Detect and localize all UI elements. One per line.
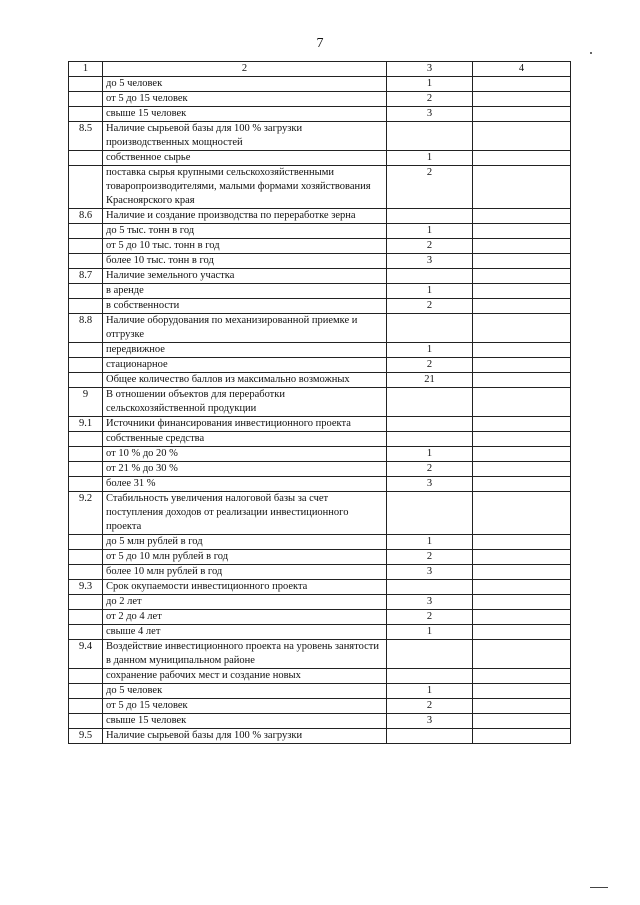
row-extra [473, 299, 571, 314]
row-score [387, 492, 473, 535]
row-number [69, 77, 103, 92]
table-row [69, 77, 571, 92]
row-number [69, 625, 103, 640]
row-score: 1 [387, 447, 473, 462]
row-score: 2 [387, 299, 473, 314]
table-row [69, 107, 571, 122]
row-score: 21 [387, 373, 473, 388]
row-score [387, 640, 473, 669]
scan-mark [590, 52, 592, 54]
row-criterion: Наличие сырьевой базы для 100 % загрузки производственных мощностей [103, 122, 387, 151]
row-number [69, 610, 103, 625]
table-row [69, 580, 571, 595]
row-extra [473, 492, 571, 535]
table-row [69, 209, 571, 224]
row-score: 1 [387, 284, 473, 299]
row-number [69, 92, 103, 107]
row-score: 2 [387, 550, 473, 565]
row-criterion: Наличие оборудования по механизированной приемке и отгрузке [103, 314, 387, 343]
table-row [69, 729, 571, 744]
table-row [69, 610, 571, 625]
row-extra [473, 254, 571, 269]
header-col-number: 1 [69, 62, 103, 77]
row-extra [473, 284, 571, 299]
row-criterion: более 10 млн рублей в год [103, 565, 387, 580]
table-row [69, 284, 571, 299]
row-criterion: от 10 % до 20 % [103, 447, 387, 462]
row-score: 3 [387, 714, 473, 729]
row-score [387, 209, 473, 224]
row-extra [473, 535, 571, 550]
row-criterion: свыше 15 человек [103, 107, 387, 122]
row-criterion: собственное сырье [103, 151, 387, 166]
row-score: 1 [387, 77, 473, 92]
row-score: 2 [387, 699, 473, 714]
row-score: 2 [387, 166, 473, 209]
row-number [69, 166, 103, 209]
row-extra [473, 417, 571, 432]
row-criterion: Стабильность увеличения налоговой базы за счет поступления доходов от реализации инвестиционного проекта [103, 492, 387, 535]
row-score: 2 [387, 92, 473, 107]
row-number: 8.6 [69, 209, 103, 224]
row-number: 9.1 [69, 417, 103, 432]
row-criterion: поставка сырья крупными сельскохозяйственными товаропроизводителями, малыми формами хозяйствования Красноярского края [103, 166, 387, 209]
row-extra [473, 77, 571, 92]
row-number: 8.5 [69, 122, 103, 151]
row-criterion: В отношении объектов для переработки сельскохозяйственной продукции [103, 388, 387, 417]
row-number: 8.7 [69, 269, 103, 284]
row-extra [473, 373, 571, 388]
table-row [69, 254, 571, 269]
row-number [69, 550, 103, 565]
row-extra [473, 388, 571, 417]
row-number [69, 239, 103, 254]
row-number [69, 254, 103, 269]
row-score: 2 [387, 358, 473, 373]
table-header-row [69, 62, 571, 77]
row-extra [473, 684, 571, 699]
table-row [69, 669, 571, 684]
table-row [69, 92, 571, 107]
table-row [69, 595, 571, 610]
table-row [69, 358, 571, 373]
row-number [69, 684, 103, 699]
row-extra [473, 314, 571, 343]
row-criterion: до 5 тыс. тонн в год [103, 224, 387, 239]
row-extra [473, 166, 571, 209]
table-row [69, 535, 571, 550]
row-criterion: стационарное [103, 358, 387, 373]
table-row [69, 373, 571, 388]
row-extra [473, 269, 571, 284]
row-extra [473, 699, 571, 714]
row-number [69, 447, 103, 462]
row-extra [473, 625, 571, 640]
row-number: 9.5 [69, 729, 103, 744]
row-number [69, 432, 103, 447]
row-score [387, 417, 473, 432]
table-row [69, 432, 571, 447]
row-number [69, 565, 103, 580]
row-score [387, 269, 473, 284]
row-extra [473, 122, 571, 151]
header-col-criterion: 2 [103, 62, 387, 77]
row-score [387, 122, 473, 151]
row-extra [473, 239, 571, 254]
row-extra [473, 729, 571, 744]
row-extra [473, 224, 571, 239]
row-criterion: собственные средства [103, 432, 387, 447]
row-score: 1 [387, 343, 473, 358]
table-row [69, 699, 571, 714]
row-extra [473, 565, 571, 580]
row-score: 3 [387, 107, 473, 122]
row-number [69, 343, 103, 358]
row-criterion: до 2 лет [103, 595, 387, 610]
row-extra [473, 462, 571, 477]
row-extra [473, 669, 571, 684]
table-row [69, 640, 571, 669]
row-extra [473, 358, 571, 373]
table-row [69, 447, 571, 462]
row-extra [473, 92, 571, 107]
row-criterion: от 5 до 10 млн рублей в год [103, 550, 387, 565]
table-row [69, 299, 571, 314]
row-criterion: сохранение рабочих мест и создание новых [103, 669, 387, 684]
row-score: 1 [387, 224, 473, 239]
row-number [69, 299, 103, 314]
row-extra [473, 209, 571, 224]
row-criterion: до 5 млн рублей в год [103, 535, 387, 550]
row-criterion: Воздействие инвестиционного проекта на уровень занятости в данном муниципальном районе [103, 640, 387, 669]
row-number [69, 151, 103, 166]
row-score: 3 [387, 595, 473, 610]
row-criterion: более 31 % [103, 477, 387, 492]
row-extra [473, 477, 571, 492]
row-criterion: передвижное [103, 343, 387, 358]
row-score: 2 [387, 610, 473, 625]
row-number [69, 477, 103, 492]
table-row [69, 224, 571, 239]
row-number [69, 358, 103, 373]
table-row [69, 239, 571, 254]
page-number: 7 [316, 36, 324, 51]
row-criterion: в аренде [103, 284, 387, 299]
table-row [69, 550, 571, 565]
row-extra [473, 580, 571, 595]
table-row [69, 684, 571, 699]
row-score: 1 [387, 625, 473, 640]
table-row [69, 122, 571, 151]
row-extra [473, 107, 571, 122]
row-score: 2 [387, 239, 473, 254]
row-criterion: Наличие и создание производства по переработке зерна [103, 209, 387, 224]
row-score: 3 [387, 254, 473, 269]
row-criterion: Наличие земельного участка [103, 269, 387, 284]
row-criterion: более 10 тыс. тонн в год [103, 254, 387, 269]
row-criterion: Срок окупаемости инвестиционного проекта [103, 580, 387, 595]
row-number [69, 714, 103, 729]
row-number: 9 [69, 388, 103, 417]
row-extra [473, 550, 571, 565]
table-row [69, 625, 571, 640]
row-number [69, 535, 103, 550]
table-row [69, 714, 571, 729]
row-score [387, 388, 473, 417]
row-criterion: от 2 до 4 лет [103, 610, 387, 625]
row-score [387, 432, 473, 447]
row-score: 1 [387, 535, 473, 550]
table-row [69, 166, 571, 209]
row-criterion: от 5 до 10 тыс. тонн в год [103, 239, 387, 254]
table-row [69, 343, 571, 358]
row-extra [473, 595, 571, 610]
row-number: 9.2 [69, 492, 103, 535]
table-row [69, 314, 571, 343]
row-extra [473, 447, 571, 462]
row-number [69, 373, 103, 388]
table-row [69, 151, 571, 166]
row-number: 9.4 [69, 640, 103, 669]
row-number [69, 595, 103, 610]
row-extra [473, 640, 571, 669]
header-col-extra: 4 [473, 62, 571, 77]
row-criterion: свыше 15 человек [103, 714, 387, 729]
page-corner-line [590, 887, 608, 888]
header-col-score: 3 [387, 62, 473, 77]
row-criterion: Наличие сырьевой базы для 100 % загрузки [103, 729, 387, 744]
row-number: 9.3 [69, 580, 103, 595]
row-score: 2 [387, 462, 473, 477]
row-number [69, 462, 103, 477]
row-score [387, 314, 473, 343]
row-criterion: от 21 % до 30 % [103, 462, 387, 477]
row-criterion: от 5 до 15 человек [103, 699, 387, 714]
row-extra [473, 432, 571, 447]
row-criterion: свыше 4 лет [103, 625, 387, 640]
row-extra [473, 714, 571, 729]
criteria-table [68, 61, 571, 744]
row-extra [473, 343, 571, 358]
row-criterion: до 5 человек [103, 684, 387, 699]
row-criterion: от 5 до 15 человек [103, 92, 387, 107]
row-score [387, 729, 473, 744]
table-row [69, 477, 571, 492]
row-number [69, 699, 103, 714]
table-row [69, 269, 571, 284]
row-number [69, 224, 103, 239]
row-number [69, 107, 103, 122]
table-row [69, 388, 571, 417]
row-criterion: Общее количество баллов из максимально возможных [103, 373, 387, 388]
row-score [387, 580, 473, 595]
table-row [69, 462, 571, 477]
row-number [69, 669, 103, 684]
row-score [387, 669, 473, 684]
row-criterion: до 5 человек [103, 77, 387, 92]
table-row [69, 492, 571, 535]
row-score: 1 [387, 151, 473, 166]
row-extra [473, 151, 571, 166]
row-extra [473, 610, 571, 625]
table-row [69, 417, 571, 432]
row-number [69, 284, 103, 299]
row-score: 3 [387, 477, 473, 492]
row-score: 3 [387, 565, 473, 580]
row-criterion: в собственности [103, 299, 387, 314]
row-number: 8.8 [69, 314, 103, 343]
row-criterion: Источники финансирования инвестиционного проекта [103, 417, 387, 432]
row-score: 1 [387, 684, 473, 699]
table-row [69, 565, 571, 580]
